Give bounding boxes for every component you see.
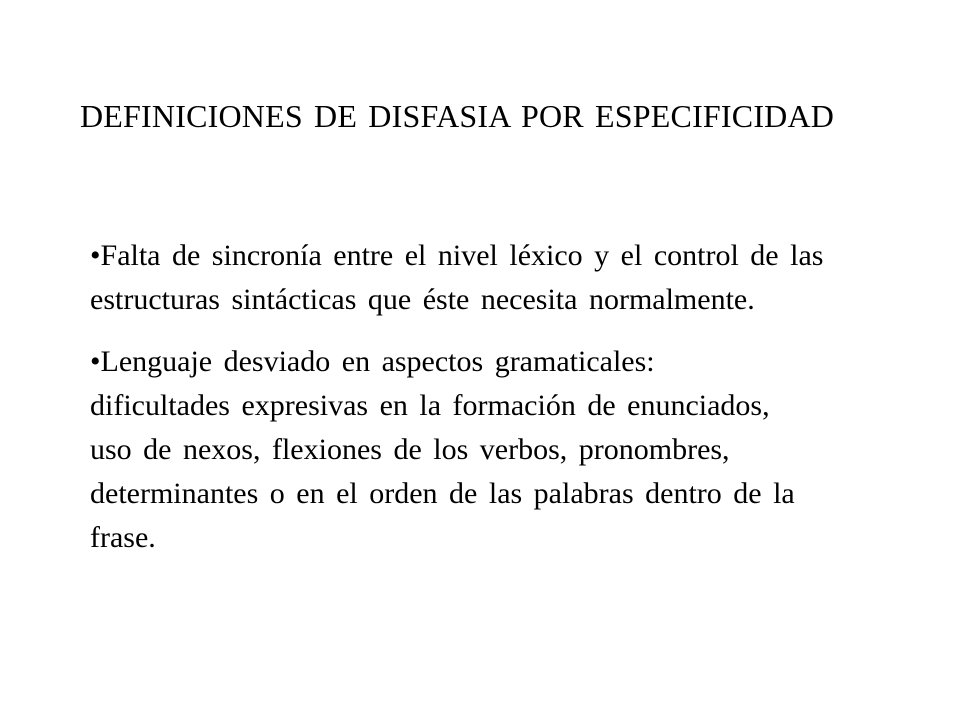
bullet-list (90, 234, 950, 578)
bullet-item: •Lenguaje desviado en aspectos gramaticales: dificultades expresivas en la formación de enunciados, uso de nexos, flexiones de los verbos, pronombres, determinantes o en el orden de las palabras dentro de la frase. (90, 345, 795, 554)
slide-title: DEFINICIONES DE DISFASIA POR ESPECIFICIDAD (80, 98, 835, 134)
bullet-item: •Falta de sincronía entre el nivel léxico y el control de las estructuras sintácticas que éste necesita normalmente. (90, 239, 824, 316)
